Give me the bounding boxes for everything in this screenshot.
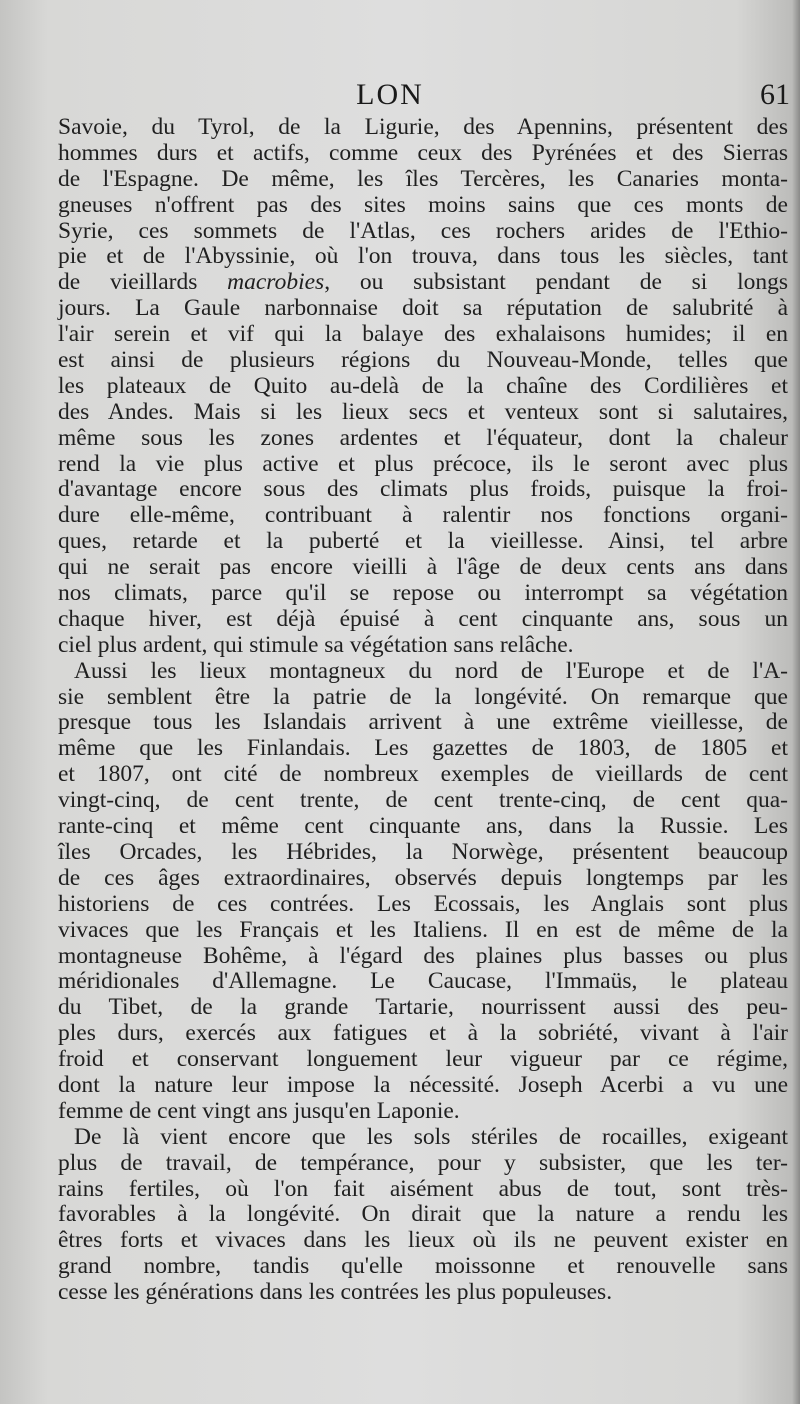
text-line: chaque hiver, est déjà épuisé à cent cinquante ans, sous un [58,605,788,632]
text-line: montagneuse Bohême, à l'égard des plaines plus basses ou plus [58,942,788,969]
body-text [58,115,788,1306]
text-line: l'air serein et vif qui la balaye des exhalaisons humides; il en [58,321,788,348]
text-line: jours. La Gaule narbonnaise doit sa réputation de salubrité à [58,295,788,322]
text-line: de l'Espagne. De même, les îles Tercères, les Canaries monta- [58,165,788,192]
page-number: 61 [760,78,790,111]
italic-term: macrobies [227,269,325,296]
text-line: ciel plus ardent, qui stimule sa végétation sans relâche. [58,631,574,658]
text-line: dure elle-même, contribuant à ralentir nos fonctions organi- [58,502,788,529]
text-line: ques, retarde et la puberté et la vieillesse. Ainsi, tel arbre [58,528,788,555]
running-title: LON [356,78,424,111]
text-line: dont la nature leur impose la nécessité. Joseph Acerbi a vu une [58,1071,788,1098]
text-line: et 1807, ont cité de nombreux exemples de vieillards de cent [58,761,788,788]
text-line: est ainsi de plusieurs régions du Nouveau-Monde, telles que [58,347,788,374]
text-line: îles Orcades, les Hébrides, la Norwège, présentent beaucoup [58,838,788,865]
page-edge-shadow [792,0,800,1404]
text-line: du Tibet, de la grande Tartarie, nourrissent aussi des peu- [58,994,788,1021]
text-line: ples durs, exercés aux fatigues et à la sobriété, vivant à l'air [58,1020,788,1047]
text-line: êtres forts et vivaces dans les lieux où ils ne peuvent exister en [58,1227,788,1254]
text-line: même sous les zones ardentes et l'équateur, dont la chaleur [58,424,788,451]
text-line: qui ne serait pas encore vieilli à l'âge de deux cents ans dans [58,554,788,581]
text-line: rend la vie plus active et plus précoce, ils le seront avec plus [58,450,788,477]
text-line: méridionales d'Allemagne. Le Caucase, l'Immaüs, le plateau [58,968,788,995]
text-line: femme de cent vingt ans jusqu'en Laponie. [58,1097,460,1124]
text-line: des Andes. Mais si les lieux secs et venteux sont si salutaires, [58,398,788,425]
text-line: Savoie, du Tyrol, de la Ligurie, des Apennins, présentent des [58,114,788,140]
text-line: de vieillards macrobies, ou subsistant pendant de si longs [58,269,788,296]
text-line: les plateaux de Quito au-delà de la chaîne des Cordilières et [58,372,788,399]
text-line: sie semblent être la patrie de la longévité. On remarque que [58,683,788,710]
text-line: rante-cinq et même cent cinquante ans, dans la Russie. Les [58,813,788,840]
text-line: plus de travail, de tempérance, pour y subsister, que les ter- [58,1149,788,1176]
text-line: pie et de l'Abyssinie, où l'on trouva, dans tous les siècles, tant [58,243,788,270]
text-line: presque tous les Islandais arrivent à une extrême vieillesse, de [58,709,788,736]
running-head [0,78,800,118]
text-line: d'avantage encore sous des climats plus froids, puisque la froi- [58,476,788,503]
text-line: grand nombre, tandis qu'elle moissonne et renouvelle sans [58,1253,788,1280]
text-line: rains fertiles, où l'on fait aisément abus de tout, sont très- [58,1175,788,1202]
text-line: De là vient encore que les sols stériles de rocailles, exigeant [74,1123,788,1150]
text-line: cesse les générations dans les contrées les plus populeuses. [58,1279,613,1306]
text-line: gneuses n'offrent pas des sites moins sains que ces monts de [58,191,788,218]
text-line: Aussi les lieux montagneux du nord de l'Europe et de l'A- [74,657,788,684]
text-line: vingt-cinq, de cent trente, de cent trente-cinq, de cent qua- [58,787,788,814]
text-line: vivaces que les Français et les Italiens. Il en est de même de la [58,916,788,943]
text-line: Syrie, ces sommets de l'Atlas, ces rochers arides de l'Ethio- [58,217,788,244]
text-line: historiens de ces contrées. Les Ecossais, les Anglais sont plus [58,890,788,917]
text-line: hommes durs et actifs, comme ceux des Pyrénées et des Sierras [58,139,788,166]
text-line: de ces âges extraordinaires, observés depuis longtemps par les [58,864,788,891]
text-line: nos climats, parce qu'il se repose ou interrompt sa végétation [58,580,788,607]
text-line: froid et conservant longuement leur vigueur par ce régime, [58,1046,788,1073]
text-line: favorables à la longévité. On dirait que la nature a rendu les [58,1201,788,1228]
text-line: même que les Finlandais. Les gazettes de 1803, de 1805 et [58,735,788,762]
